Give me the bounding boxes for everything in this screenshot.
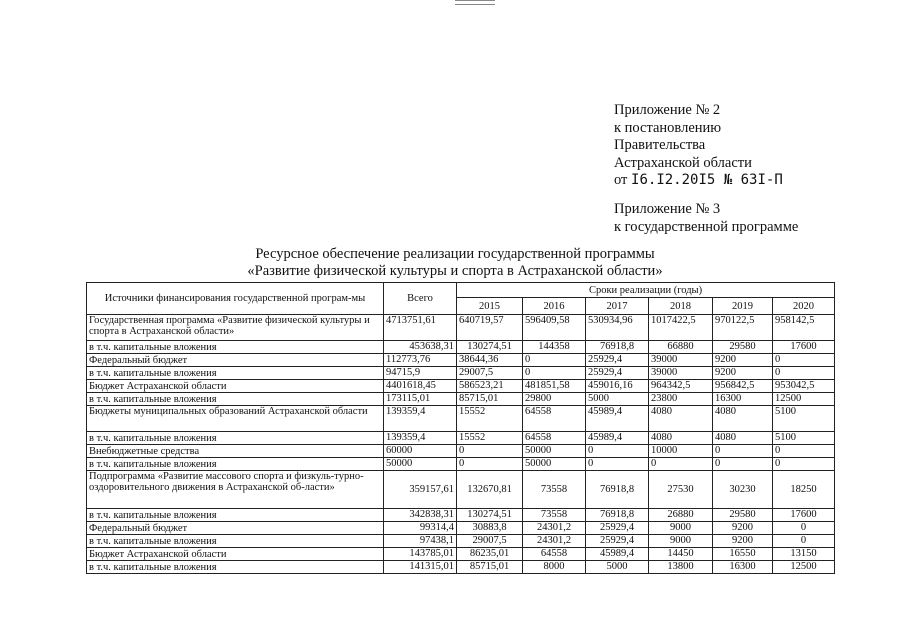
row-value: 45989,4	[586, 548, 649, 561]
document-title	[210, 246, 700, 280]
header-total: Всего	[384, 283, 457, 315]
row-value: 586523,21	[457, 380, 523, 393]
table-row	[87, 354, 835, 367]
row-total: 50000	[384, 458, 457, 471]
row-value: 144358	[523, 341, 586, 354]
table-row	[87, 535, 835, 548]
date-prefix: от	[614, 172, 628, 188]
appendix-line: Правительства	[614, 137, 706, 153]
row-total: 112773,76	[384, 354, 457, 367]
row-value: 15552	[457, 432, 523, 445]
top-edge-mark	[455, 0, 495, 5]
row-total: 60000	[384, 445, 457, 458]
row-value: 30883,8	[457, 522, 523, 535]
row-value: 4080	[649, 432, 713, 445]
title-line-1: Ресурсное обеспечение реализации государственной программы	[255, 246, 655, 262]
title-line-2: «Развитие физической культуры и спорта в Астраханской области»	[247, 263, 663, 279]
row-value: 29800	[523, 393, 586, 406]
row-value: 4080	[713, 406, 773, 432]
header-year: 2016	[523, 298, 586, 315]
row-source: Подпрограмма «Развитие массового спорта и физкуль-турно-оздоровительного движения в Астраханской об-ласти»	[87, 471, 384, 509]
row-value: 16550	[713, 548, 773, 561]
row-source: Федеральный бюджет	[87, 522, 384, 535]
row-value: 964342,5	[649, 380, 713, 393]
row-value: 12500	[773, 561, 835, 574]
row-value: 10000	[649, 445, 713, 458]
row-value: 4080	[649, 406, 713, 432]
row-value: 17600	[773, 341, 835, 354]
row-source: Федеральный бюджет	[87, 354, 384, 367]
row-value: 970122,5	[713, 315, 773, 341]
row-total: 4713751,61	[384, 315, 457, 341]
row-total: 99314,4	[384, 522, 457, 535]
row-value: 25929,4	[586, 522, 649, 535]
row-value: 30230	[713, 471, 773, 509]
row-value: 5100	[773, 406, 835, 432]
header-year: 2019	[713, 298, 773, 315]
table-row	[87, 341, 835, 354]
row-value: 24301,2	[523, 535, 586, 548]
row-value: 23800	[649, 393, 713, 406]
row-value: 29580	[713, 509, 773, 522]
row-value: 5000	[586, 561, 649, 574]
row-source: Внебюджетные средства	[87, 445, 384, 458]
row-value: 8000	[523, 561, 586, 574]
row-value: 16300	[713, 561, 773, 574]
row-value: 5000	[586, 393, 649, 406]
row-value: 39000	[649, 354, 713, 367]
table-row	[87, 393, 835, 406]
row-source: в т.ч. капитальные вложения	[87, 535, 384, 548]
header-source: Источники финансирования государственной програм-мы	[87, 283, 384, 315]
row-value: 14450	[649, 548, 713, 561]
row-value: 958142,5	[773, 315, 835, 341]
row-source: в т.ч. капитальные вложения	[87, 509, 384, 522]
row-value: 64558	[523, 432, 586, 445]
row-value: 50000	[523, 458, 586, 471]
row-value: 0	[457, 445, 523, 458]
row-value: 25929,4	[586, 535, 649, 548]
row-value: 9200	[713, 522, 773, 535]
row-value: 0	[586, 445, 649, 458]
table-row	[87, 445, 835, 458]
table-row	[87, 432, 835, 445]
row-value: 0	[523, 367, 586, 380]
row-value: 50000	[523, 445, 586, 458]
row-value: 12500	[773, 393, 835, 406]
header-year: 2015	[457, 298, 523, 315]
header-year: 2017	[586, 298, 649, 315]
row-value: 1017422,5	[649, 315, 713, 341]
row-value: 459016,16	[586, 380, 649, 393]
row-value: 17600	[773, 509, 835, 522]
row-value: 9000	[649, 522, 713, 535]
row-value: 9200	[713, 367, 773, 380]
row-value: 45989,4	[586, 432, 649, 445]
appendix2-line: Приложение № 3	[614, 201, 721, 217]
row-value: 38644,36	[457, 354, 523, 367]
row-source: в т.ч. капитальные вложения	[87, 341, 384, 354]
row-total: 342838,31	[384, 509, 457, 522]
row-total: 359157,61	[384, 471, 457, 509]
row-total: 139359,4	[384, 432, 457, 445]
row-source: Бюджет Астраханской области	[87, 380, 384, 393]
row-value: 18250	[773, 471, 835, 509]
header-period: Сроки реализации (годы)	[457, 283, 835, 298]
appendix-block	[614, 102, 783, 190]
table-row	[87, 471, 835, 509]
row-total: 143785,01	[384, 548, 457, 561]
row-value: 64558	[523, 548, 586, 561]
row-total: 453638,31	[384, 341, 457, 354]
row-total: 139359,4	[384, 406, 457, 432]
row-source: Бюджет Астраханской области	[87, 548, 384, 561]
row-value: 4080	[713, 432, 773, 445]
row-value: 640719,57	[457, 315, 523, 341]
row-value: 76918,8	[586, 341, 649, 354]
row-value: 73558	[523, 509, 586, 522]
row-value: 0	[649, 458, 713, 471]
row-value: 481851,58	[523, 380, 586, 393]
row-value: 130274,51	[457, 341, 523, 354]
row-value: 85715,01	[457, 393, 523, 406]
row-value: 73558	[523, 471, 586, 509]
date-stamp: I6.I2.20I5 № 63I-П	[631, 172, 783, 188]
row-value: 15552	[457, 406, 523, 432]
row-value: 953042,5	[773, 380, 835, 393]
appendix2-line: к государственной программе	[614, 218, 799, 235]
row-value: 0	[773, 445, 835, 458]
row-value: 0	[457, 458, 523, 471]
row-value: 530934,96	[586, 315, 649, 341]
row-value: 26880	[649, 509, 713, 522]
appendix2-block	[614, 201, 798, 236]
row-value: 0	[773, 458, 835, 471]
row-value: 39000	[649, 367, 713, 380]
row-value: 956842,5	[713, 380, 773, 393]
table-row	[87, 561, 835, 574]
row-value: 0	[713, 458, 773, 471]
row-total: 173115,01	[384, 393, 457, 406]
header-year: 2018	[649, 298, 713, 315]
table-row	[87, 548, 835, 561]
row-value: 25929,4	[586, 367, 649, 380]
row-value: 25929,4	[586, 354, 649, 367]
row-value: 29580	[713, 341, 773, 354]
row-value: 76918,8	[586, 509, 649, 522]
row-value: 29007,5	[457, 535, 523, 548]
row-source: в т.ч. капитальные вложения	[87, 561, 384, 574]
header-year: 2020	[773, 298, 835, 315]
table-row	[87, 522, 835, 535]
table-row	[87, 367, 835, 380]
appendix-date-line	[614, 172, 783, 190]
row-source: в т.ч. капитальные вложения	[87, 393, 384, 406]
row-value: 45989,4	[586, 406, 649, 432]
row-source: в т.ч. капитальные вложения	[87, 458, 384, 471]
table-row	[87, 315, 835, 341]
row-value: 0	[713, 445, 773, 458]
table-row	[87, 406, 835, 432]
row-total: 94715,9	[384, 367, 457, 380]
row-value: 9200	[713, 535, 773, 548]
row-value: 86235,01	[457, 548, 523, 561]
row-value: 0	[773, 522, 835, 535]
appendix-line: Приложение № 2	[614, 102, 721, 118]
table-row	[87, 509, 835, 522]
row-source: в т.ч. капитальные вложения	[87, 367, 384, 380]
resource-table	[86, 282, 835, 574]
row-value: 64558	[523, 406, 586, 432]
appendix-line: Астраханской области	[614, 154, 752, 171]
row-source: Бюджеты муниципальных образований Астраханской области	[87, 406, 384, 432]
table-row	[87, 380, 835, 393]
row-source: Государственная программа «Развитие физической культуры и спорта в Астраханской области»	[87, 315, 384, 341]
appendix-line: к постановлению	[614, 119, 722, 136]
row-value: 130274,51	[457, 509, 523, 522]
row-total: 141315,01	[384, 561, 457, 574]
row-value: 9200	[713, 354, 773, 367]
row-value: 29007,5	[457, 367, 523, 380]
row-value: 0	[586, 458, 649, 471]
row-total: 4401618,45	[384, 380, 457, 393]
row-total: 97438,1	[384, 535, 457, 548]
row-value: 66880	[649, 341, 713, 354]
row-value: 0	[523, 354, 586, 367]
row-value: 0	[773, 354, 835, 367]
table-row	[87, 458, 835, 471]
row-value: 0	[773, 535, 835, 548]
row-value: 85715,01	[457, 561, 523, 574]
row-value: 13150	[773, 548, 835, 561]
row-value: 0	[773, 367, 835, 380]
row-value: 76918,8	[586, 471, 649, 509]
row-value: 16300	[713, 393, 773, 406]
row-value: 13800	[649, 561, 713, 574]
row-source: в т.ч. капитальные вложения	[87, 432, 384, 445]
row-value: 9000	[649, 535, 713, 548]
row-value: 596409,58	[523, 315, 586, 341]
row-value: 27530	[649, 471, 713, 509]
row-value: 132670,81	[457, 471, 523, 509]
row-value: 5100	[773, 432, 835, 445]
row-value: 24301,2	[523, 522, 586, 535]
